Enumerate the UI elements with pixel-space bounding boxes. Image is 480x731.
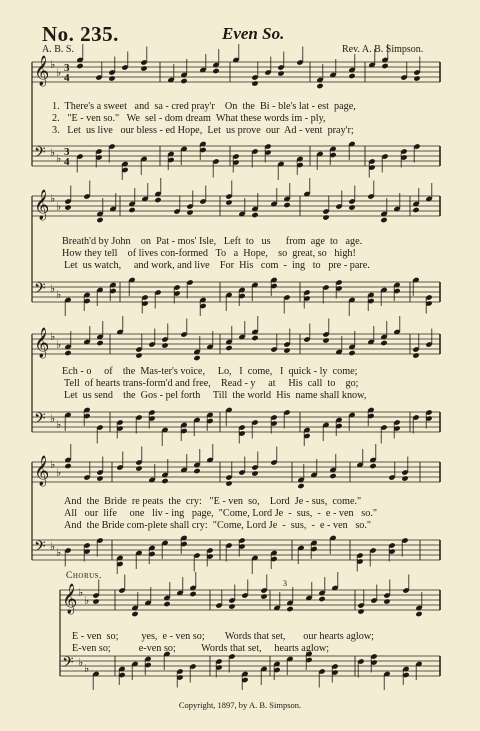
note-head xyxy=(161,478,168,484)
note-head xyxy=(401,475,408,481)
note-head xyxy=(92,598,99,604)
note-head xyxy=(381,63,388,69)
flat-sign: ♭ xyxy=(50,59,56,71)
note-head xyxy=(135,465,142,471)
note-head xyxy=(64,463,71,469)
bass-clef: 𝄢 xyxy=(34,410,46,431)
note-head xyxy=(297,483,304,489)
note-head xyxy=(260,593,267,599)
note-head xyxy=(225,199,232,205)
flat-sign: ♭ xyxy=(78,657,84,669)
bass-clef: 𝄢 xyxy=(34,538,46,559)
time-signature: 3 xyxy=(64,146,70,158)
time-signature: 4 xyxy=(64,72,70,84)
flat-sign: ♭ xyxy=(50,193,56,205)
bass-clef: 𝄢 xyxy=(34,144,46,165)
note-head xyxy=(329,473,336,479)
note-head xyxy=(96,340,103,346)
note-head xyxy=(76,63,83,69)
note-head xyxy=(64,204,71,210)
note-head xyxy=(225,345,232,351)
note-head xyxy=(412,207,419,213)
flat-sign: ♭ xyxy=(56,339,62,351)
flat-sign: ♭ xyxy=(56,289,62,301)
note-head xyxy=(161,342,168,348)
note-head xyxy=(357,608,364,614)
lyric-line: 1. There's a sweet and sa - cred pray'r On the Bi - ble's lat - est page, xyxy=(52,101,356,112)
flat-sign: ♭ xyxy=(50,283,56,295)
note-head xyxy=(322,214,329,220)
note-head xyxy=(128,207,135,213)
note-head xyxy=(380,217,387,223)
treble-clef: 𝄞 xyxy=(34,56,50,86)
hymn-number: No. 235. xyxy=(42,22,119,46)
note-head xyxy=(135,352,142,358)
note-head xyxy=(318,596,325,602)
note-head xyxy=(286,606,293,612)
flat-sign: ♭ xyxy=(50,541,56,553)
note-head xyxy=(415,611,422,617)
note-head xyxy=(163,601,170,607)
flat-sign: ♭ xyxy=(56,67,62,79)
lyric-line: All our life one liv - ing page, "Come, Lord Je - sus, - e - ven so." xyxy=(64,508,378,519)
note-head xyxy=(186,209,193,215)
flat-sign: ♭ xyxy=(50,331,56,343)
note-head xyxy=(251,335,258,341)
note-head xyxy=(251,470,258,476)
lyric-line: E-ven so; e-ven so; Words that set, hearts aglow; xyxy=(72,643,330,654)
note-head xyxy=(412,352,419,358)
note-head xyxy=(228,603,235,609)
lyric-line: 2. "E - ven so." We sel - dom dream What these words im - ply, xyxy=(52,113,326,124)
note-head xyxy=(380,340,387,346)
lyric-line: And the Bride com-plete shall cry: "Come, Lord Je - sus, - e - ven so." xyxy=(64,520,372,531)
note-head xyxy=(348,204,355,210)
note-head xyxy=(413,75,420,81)
treble-clef: 𝄞 xyxy=(34,456,50,486)
lyric-line: Breath'd by John on Pat - mos' Isle, Left to us from age to age. xyxy=(62,236,363,247)
bass-clef: 𝄢 xyxy=(34,280,46,301)
flat-sign: ♭ xyxy=(50,459,56,471)
treble-clef: 𝄞 xyxy=(62,584,78,614)
note-head xyxy=(212,68,219,74)
note-head xyxy=(108,75,115,81)
hymn-title: Even So. xyxy=(222,24,285,43)
note-head xyxy=(154,197,161,203)
treble-clef: 𝄞 xyxy=(34,190,50,220)
note-head xyxy=(369,463,376,469)
note-head xyxy=(316,83,323,89)
lyric-line: 3. Let us live our bless - ed Hope, Let us prove our Ad - vent pray'r; xyxy=(52,125,354,136)
note-head xyxy=(283,347,290,353)
note-head xyxy=(277,70,284,76)
time-signature: 4 xyxy=(64,156,70,168)
note-head xyxy=(189,591,196,597)
flat-sign: ♭ xyxy=(56,547,62,559)
meter-credit: A. B. S. xyxy=(42,44,74,55)
copyright-notice: Copyright, 1897, by A. B. Simpson. xyxy=(178,700,302,710)
note-head xyxy=(96,475,103,481)
note-head xyxy=(251,80,258,86)
note-head xyxy=(225,480,232,486)
lyric-line: Let us send the Gos - pel forth Till the world His name shall know, xyxy=(64,390,367,401)
flat-sign: ♭ xyxy=(84,595,90,607)
time-signature: 3 xyxy=(64,62,70,74)
note-head xyxy=(283,202,290,208)
note-head xyxy=(383,598,390,604)
note-head xyxy=(140,65,147,71)
note-head xyxy=(193,355,200,361)
author-credit: Rev. A. B. Simpson. xyxy=(342,44,424,55)
flat-sign: ♭ xyxy=(56,153,62,165)
note-head xyxy=(64,350,71,356)
bass-clef: 𝄢 xyxy=(62,654,74,675)
note-head xyxy=(348,350,355,356)
note-head xyxy=(193,468,200,474)
flat-sign: ♭ xyxy=(78,587,84,599)
note-head xyxy=(348,73,355,79)
note-head xyxy=(251,212,258,218)
lyric-line: E - ven so; yes, e - ven so; Words that set, our hearts aglow; xyxy=(72,631,375,642)
triplet-mark: 3 xyxy=(283,579,287,588)
note-head xyxy=(180,78,187,84)
flat-sign: ♭ xyxy=(56,201,62,213)
lyric-line: Let us watch, and work, and live For His com - ing to pre - pare. xyxy=(64,260,370,271)
lyric-line: And the Bride re peats the cry: "E - ven so, Lord Je - sus, come." xyxy=(64,496,362,507)
flat-sign: ♭ xyxy=(56,419,62,431)
note-head xyxy=(96,217,103,223)
note-head xyxy=(131,611,138,617)
treble-clef: 𝄞 xyxy=(34,328,50,358)
flat-sign: ♭ xyxy=(56,467,62,479)
lyric-line: How they tell of lives con-formed To a Hope, so great, so high! xyxy=(62,248,356,259)
flat-sign: ♭ xyxy=(50,147,56,159)
flat-sign: ♭ xyxy=(50,413,56,425)
lyric-line: Ech - o of the Mas-ter's voice, Lo, I come, I quick - ly come; xyxy=(62,366,358,377)
lyric-line: Tell of hearts trans-form'd and free, Read - y at His call to go; xyxy=(64,378,359,389)
flat-sign: ♭ xyxy=(84,663,90,675)
chorus-label: Chorus. xyxy=(66,571,102,581)
note-head xyxy=(322,337,329,343)
